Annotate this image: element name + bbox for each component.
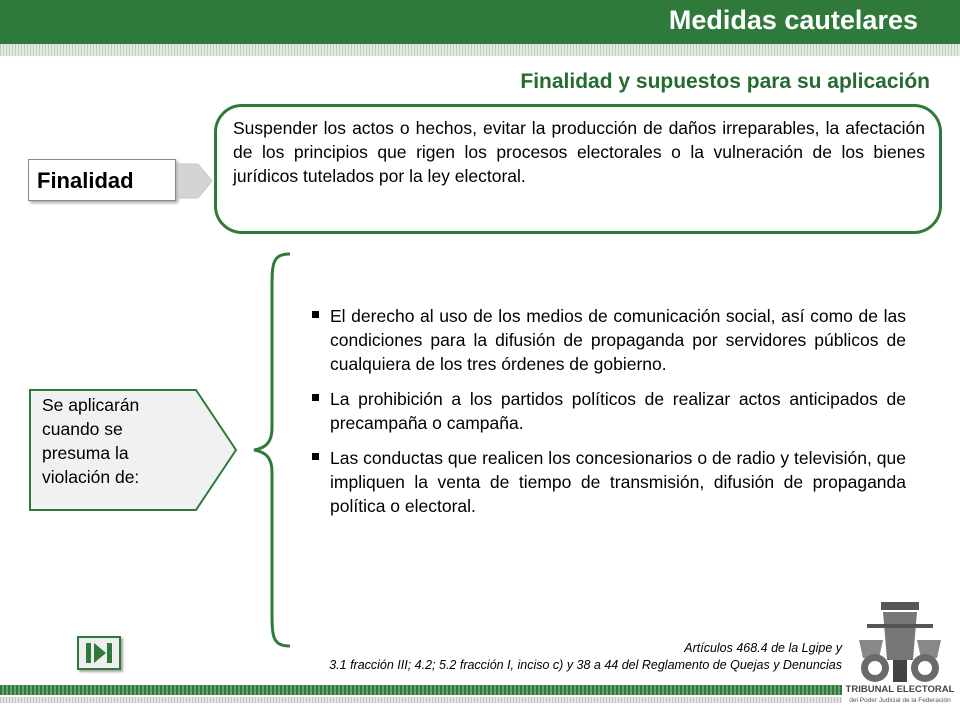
slide-title: Medidas cautelares	[668, 5, 918, 35]
next-slide-button[interactable]	[77, 636, 121, 670]
square-bullet-icon	[312, 394, 319, 401]
list-item-text: El derecho al uso de los medios de comunicación social, así como de las condiciones para la difusión de propaganda por servidores públicos de cualquiera de los tres órdenes de gobierno.	[330, 306, 906, 374]
supuestos-label: Se aplicarán cuando se presuma la violación de:	[42, 395, 140, 487]
footer-stripes	[0, 685, 842, 695]
logo-title: TRIBUNAL ELECTORAL	[845, 684, 955, 695]
logo-subtitle: del Poder Judicial de la Federación	[849, 697, 951, 704]
next-slide-icon	[86, 643, 91, 663]
finalidad-description	[214, 104, 942, 234]
square-bullet-icon	[312, 453, 319, 460]
list-item-text: La prohibición a los partidos políticos de realizar actos anticipados de precampaña o campaña.	[330, 389, 906, 433]
supuestos-list	[310, 304, 906, 529]
finalidad-label: Finalidad	[28, 159, 176, 201]
list-item	[310, 446, 906, 518]
footer-grey-stripes	[0, 697, 842, 703]
scales-of-justice-icon	[845, 600, 955, 684]
list-item-text: Las conductas que realicen los concesionarios o de radio y televisión, que impliquen la venta de tiempo de transmisión, difusión de propaganda política o electoral.	[330, 448, 906, 516]
footnote-line-2: 3.1 fracción III; 4.2; 5.2 fracción I, inciso c) y 38 a 44 del Reglamento de Quejas y Denuncias	[329, 658, 842, 672]
finalidad-text: Suspender los actos o hechos, evitar la producción de daños irreparables, la afectación de los principios que rigen los procesos electorales o la vulneración de los bienes jurídicos tutelados por la ley electoral.	[233, 118, 925, 186]
curly-brace	[250, 250, 298, 650]
header-bar	[0, 0, 960, 44]
list-item	[310, 304, 906, 376]
footnote	[329, 640, 842, 674]
tribunal-logo	[845, 600, 955, 712]
slide-subtitle: Finalidad y supuestos para su aplicación	[520, 70, 930, 93]
footnote-line-1: Artículos 468.4 de la Lgipe y	[684, 641, 842, 655]
arrow-right-icon	[178, 158, 214, 204]
list-item	[310, 387, 906, 435]
header-stripes	[0, 44, 960, 56]
square-bullet-icon	[312, 311, 319, 318]
